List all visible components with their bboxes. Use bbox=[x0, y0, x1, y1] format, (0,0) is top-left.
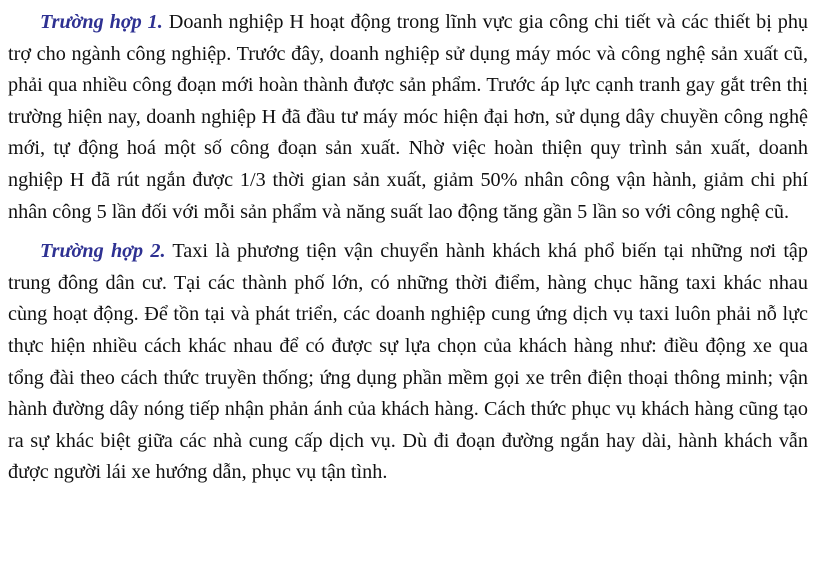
case-2-text: Taxi là phương tiện vận chuyển hành khách khá phổ biến tại những nơi tập trung đông dân cư. Tại các thành phố lớn, có những thời điểm, hàng chục hãng taxi khác nhau cùng hoạt động. Để tồn tại và phát triển, các doanh nghiệp cung ứng dịch vụ taxi luôn phải nỗ lực thực hiện nhiều cách khác nhau để có được sự lựa chọn của khách hàng như: điều động xe qua tổng đài theo cách thức truyền thống; ứng dụng phần mềm gọi xe trên điện thoại thông minh; vận hành đường dây nóng tiếp nhận phản ánh của khách hàng. Cách thức phục vụ khách hàng cũng tạo ra sự khác biệt giữa các nhà cung cấp dịch vụ. Dù đi đoạn đường ngắn hay dài, hành khách vẫn được người lái xe hướng dẫn, phục vụ tận tình. bbox=[8, 240, 808, 484]
case-1-paragraph bbox=[8, 7, 808, 228]
case-1-text: Doanh nghiệp H hoạt động trong lĩnh vực gia công chi tiết và các thiết bị phụ trợ cho ngành công nghiệp. Trước đây, doanh nghiệp sử dụng máy móc và công nghệ sản xuất cũ, phải qua nhiều công đoạn mới hoàn thành được sản phẩm. Trước áp lực cạnh tranh gay gắt trên thị trường hiện nay, doanh nghiệp H đã đầu tư máy móc hiện đại hơn, sử dụng dây chuyền công nghệ mới, tự động hoá một số công đoạn sản xuất. Nhờ việc hoàn thiện quy trình sản xuất, doanh nghiệp H đã rút ngắn được 1/3 thời gian sản xuất, giảm 50% nhân công vận hành, giảm chi phí nhân công 5 lần đối với mỗi sản phẩm và năng suất lao động tăng gần 5 lần so với công nghệ cũ. bbox=[8, 11, 809, 223]
case-2-paragraph bbox=[8, 236, 808, 489]
document-page bbox=[8, 7, 808, 489]
case-2-label: Trường hợp 2. bbox=[40, 240, 166, 263]
case-1-label: Trường hợp 1. bbox=[40, 11, 163, 33]
